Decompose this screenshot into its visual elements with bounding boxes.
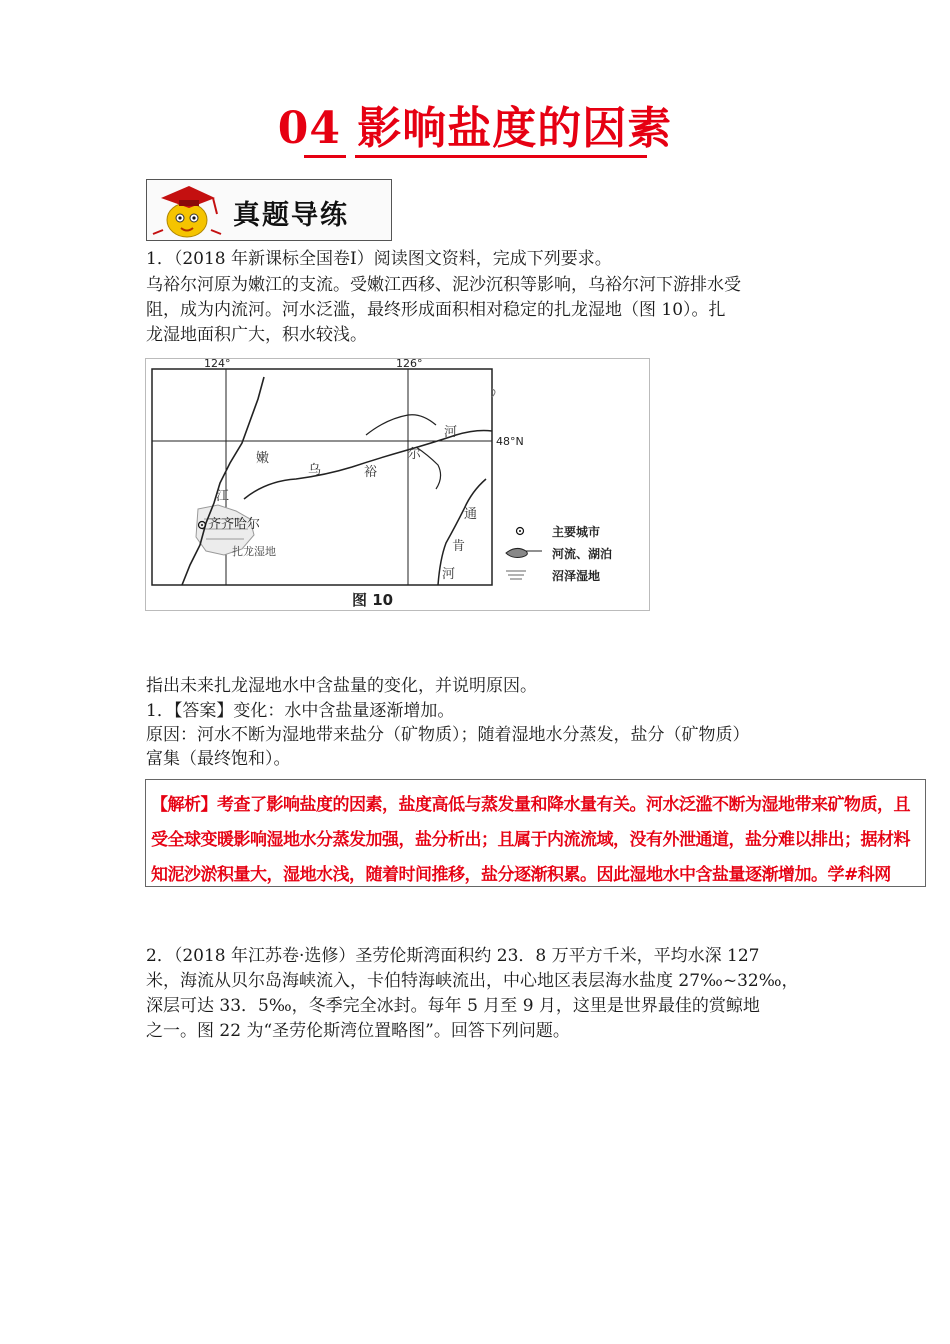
east-river-char: 肯 bbox=[452, 539, 466, 554]
legend-label-city: 主要城市 bbox=[552, 525, 601, 539]
q2-text-line: 深层可达 33．5‰，冬季完全冰封。每年 5 月至 9 月，这里是世界最佳的赏鲸地 bbox=[146, 996, 760, 1016]
lat-label: 48°N bbox=[496, 435, 524, 448]
title-underline-short bbox=[304, 155, 346, 158]
river-label-char: 江 bbox=[216, 489, 230, 504]
q1-question: 指出未来扎龙湿地水中含盐量的变化，并说明原因。 bbox=[146, 676, 537, 696]
wetland-label: 扎龙湿地 bbox=[232, 545, 276, 558]
lon-label-124: 124° bbox=[204, 357, 231, 370]
figure-map bbox=[145, 358, 650, 611]
explanation-line: 【解析】考查了影响盐度的因素，盐度高低与蒸发量和降水量有关。河水泛滥不断为湿地带来矿物质，且 bbox=[151, 795, 910, 815]
explanation-line: 知泥沙淤积量大，湿地水浅，随着时间推移，盐分逐渐积累。因此湿地水中含盐量逐渐增加。学#科网 bbox=[151, 865, 891, 885]
lon-label-126: 126° bbox=[396, 357, 423, 370]
badge-label: 真题导练 bbox=[233, 200, 349, 231]
river-label-char: 裕 bbox=[364, 465, 378, 480]
section-badge bbox=[146, 179, 392, 241]
explanation-box bbox=[145, 779, 926, 887]
legend-label-river: 河流、湖泊 bbox=[552, 547, 613, 561]
legend-label-wetland: 沼泽湿地 bbox=[552, 569, 601, 583]
q1-answer: 1．【答案】变化：水中含盐量逐渐增加。 bbox=[146, 701, 455, 721]
q2-intro: 2．（2018 年江苏卷·选修）圣劳伦斯湾面积约 23．8 万平方千米，平均水深 127 bbox=[146, 946, 760, 966]
river-label-char: 尔 bbox=[408, 447, 422, 462]
east-river-char: 河 bbox=[442, 567, 456, 582]
mascot-icon bbox=[149, 180, 229, 240]
river-label-char: 乌 bbox=[308, 463, 322, 478]
city-label: 齐齐哈尔 bbox=[208, 517, 261, 532]
q2-text-line: 之一。图 22 为“圣劳伦斯湾位置略图”。回答下列问题。 bbox=[146, 1021, 570, 1041]
river-label-char: 河 bbox=[444, 425, 458, 440]
title-underline-long bbox=[355, 155, 647, 158]
q1-intro: 1．（2018 年新课标全国卷Ⅰ）阅读图文资料，完成下列要求。 bbox=[146, 249, 612, 269]
q1-text-line: 乌裕尔河原为嫩江的支流。受嫩江西移、泥沙沉积等影响，乌裕尔河下游排水受 bbox=[146, 275, 741, 295]
q2-text-line: 米，海流从贝尔岛海峡流入，卡伯特海峡流出，中心地区表层海水盐度 27‰~32‰， bbox=[146, 971, 799, 991]
q1-text-line: 龙湿地面积广大，积水较浅。 bbox=[146, 325, 367, 345]
river-label-char: 嫩 bbox=[256, 451, 270, 466]
explanation-line: 受全球变暖影响湿地水分蒸发加强，盐分析出；且属于内流流域，没有外泄通道，盐分难以排出；据材料 bbox=[151, 830, 910, 850]
q1-text-line: 阻，成为内流河。河水泛滥，最终形成面积相对稳定的扎龙湿地（图 10）。扎 bbox=[146, 300, 726, 320]
legend-wetland-icon bbox=[506, 571, 526, 579]
page-title: 04 影响盐度的因素 bbox=[277, 103, 673, 154]
figure-caption: 图 10 bbox=[352, 591, 394, 609]
legend-river-icon bbox=[506, 548, 527, 557]
east-river-char: 通 bbox=[464, 507, 478, 522]
q1-answer-reason: 原因：河水不断为湿地带来盐分（矿物质）；随着湿地水分蒸发，盐分（矿物质） bbox=[146, 725, 750, 745]
q1-answer-reason: 富集（最终饱和）。 bbox=[146, 749, 291, 769]
